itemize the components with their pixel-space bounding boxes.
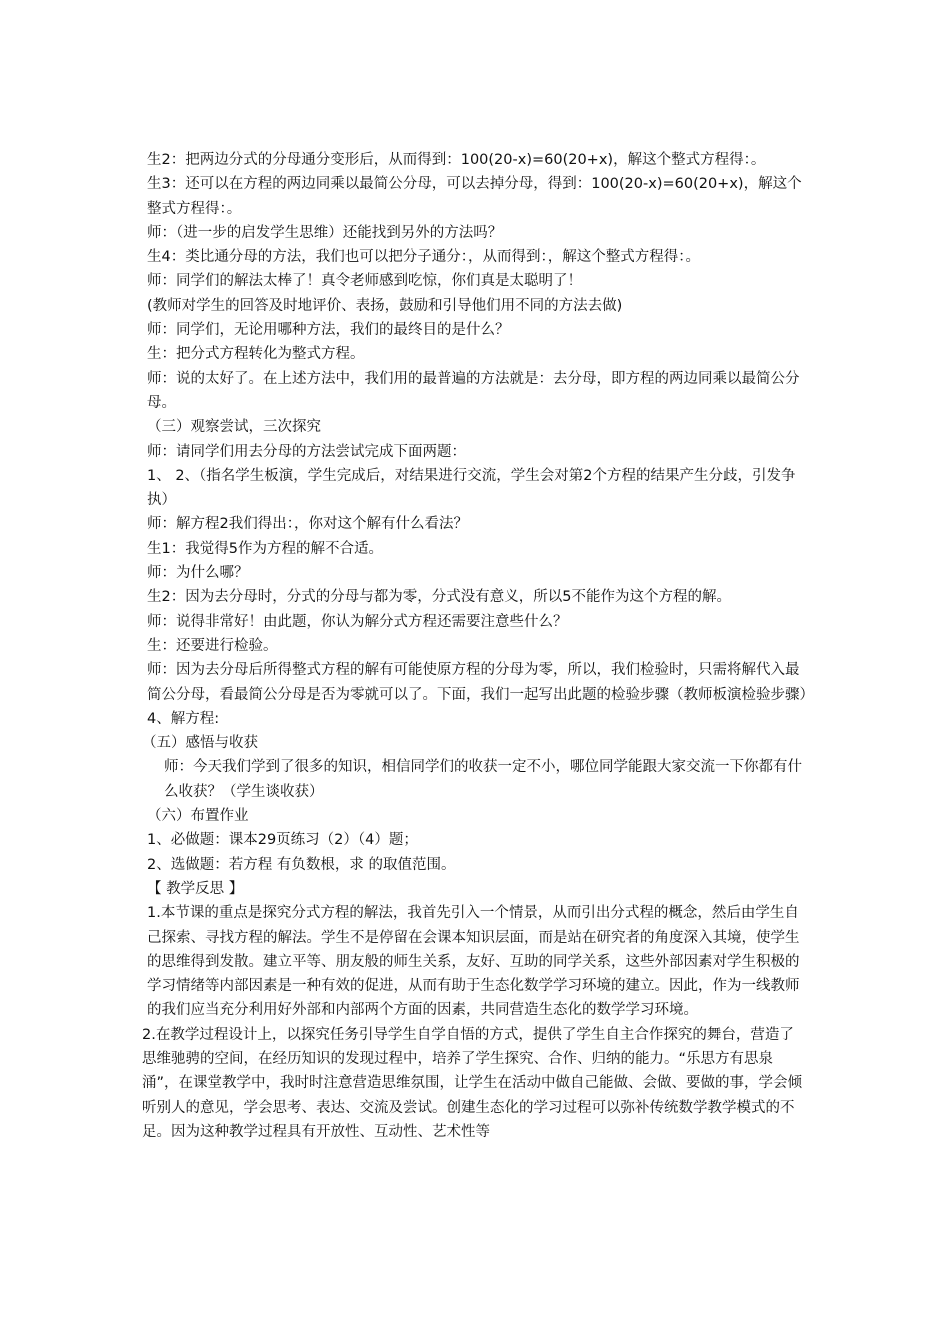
paragraph: 生：把分式方程转化为整式方程。 <box>147 346 365 363</box>
paragraph: 4、解方程: <box>147 710 220 727</box>
section-heading: （三）观察尝试，三次探究 <box>147 419 321 436</box>
section-heading: 【 教学反思 】 <box>147 880 244 897</box>
paragraph: 师：今天我们学到了很多的知识，相信同学们的收获一定不小，哪位同学能跟大家交流一下你都有什么收获？（学生谈收获） <box>164 759 802 800</box>
paragraph: 师：（进一步的启发学生思维）还能找到另外的方法吗？ <box>147 224 503 241</box>
paragraph: 2、选做题：若方程 有负数根，求 的取值范围。 <box>147 856 456 873</box>
paragraph: (教师对学生的回答及时地评价、表扬，鼓励和引导他们用不同的方法去做) <box>147 297 623 314</box>
paragraph: 师：为什么哪？ <box>147 565 249 582</box>
paragraph: 生：还要进行检验。 <box>147 637 278 654</box>
paragraph: 师：请同学们用去分母的方法尝试完成下面两题： <box>147 443 466 460</box>
paragraph: 师：同学们，无论用哪种方法，我们的最终目的是什么？ <box>147 322 510 339</box>
paragraph: 生4：类比通分母的方法，我们也可以把分子通分：，从而得到：，解这个整式方程得：。 <box>147 249 700 266</box>
paragraph: 师：说得非常好！由此题，你认为解分式方程还需要注意些什么？ <box>147 613 568 630</box>
paragraph: 1.本节课的重点是探究分式方程的解法，我首先引入一个情景，从而引出分式程的概念，然后由学生自己探索、寻找方程的解法。学生不是停留在会课本知识层面，而是站在研究者的角度深入其境，使学生的思维得到发散。建立平等、朋友般的师生关系，友好、互助的同学关系，这些外部因素对学生积极的学习情绪等内部因素是一种有效的促进，从而有助于生态化数学学习环境的建立。因此，作为一线教师的我们应当充分利用好外部和内部两个方面的因素，共同营造生态化的数学学习环境。 <box>147 905 800 1019</box>
paragraph: 师：因为去分母后所得整式方程的解有可能使原方程的分母为零，所以，我们检验时，只需将解代入最简公分母，看最简公分母是否为零就可以了。下面，我们一起写出此题的检验步骤（教师板演检验步骤） <box>147 662 814 703</box>
paragraph: 生1：我觉得5作为方程的解不合适。 <box>147 540 383 557</box>
paragraph: 1、必做题：课本29页练习（2）（4）题； <box>147 832 418 849</box>
paragraph: 师：同学们的解法太棒了！真令老师感到吃惊，你们真是太聪明了！ <box>147 273 582 290</box>
section-heading: （五）感悟与收获 <box>142 735 258 752</box>
paragraph: 生3：还可以在方程的两边同乘以最简公分母，可以去掉分母，得到：100(20-x)=60(20+x)，解这个整式方程得：。 <box>147 176 802 217</box>
paragraph: 1、 2、（指名学生板演，学生完成后，对结果进行交流，学生会对第2个方程的结果产生分歧，引发争执） <box>147 467 796 509</box>
paragraph: 师：解方程2我们得出：，你对这个解有什么看法？ <box>147 516 468 533</box>
paragraph: 2.在教学过程设计上，以探究任务引导学生自学自悟的方式，提供了学生自主合作探究的舞台，营造了思维驰骋的空间，在经历知识的发现过程中，培养了学生探究、合作、归纳的能力。“乐思方有思泉涌”，在课堂教学中，我时时注意营造思维氛围，让学生在活动中做自己能做、会做、要做的事，学会倾听别人的意见，学会思考、表达、交流及尝试。创建生态化的学习过程可以弥补传统数学教学模式的不足。因为这种教学过程具有开放性、互动性、艺术性等 <box>142 1026 803 1140</box>
section-heading: （六）布置作业 <box>147 808 249 825</box>
paragraph: 生2：因为去分母时，分式的分母与都为零，分式没有意义，所以5不能作为这个方程的解。 <box>147 589 731 606</box>
paragraph: 师：说的太好了。在上述方法中，我们用的最普遍的方法就是：去分母，即方程的两边同乘以最简公分母。 <box>147 370 800 411</box>
paragraph: 生2：把两边分式的分母通分变形后，从而得到：100(20-x)=60(20+x)，解这个整式方程得：。 <box>147 152 766 168</box>
document-body <box>142 148 814 1144</box>
